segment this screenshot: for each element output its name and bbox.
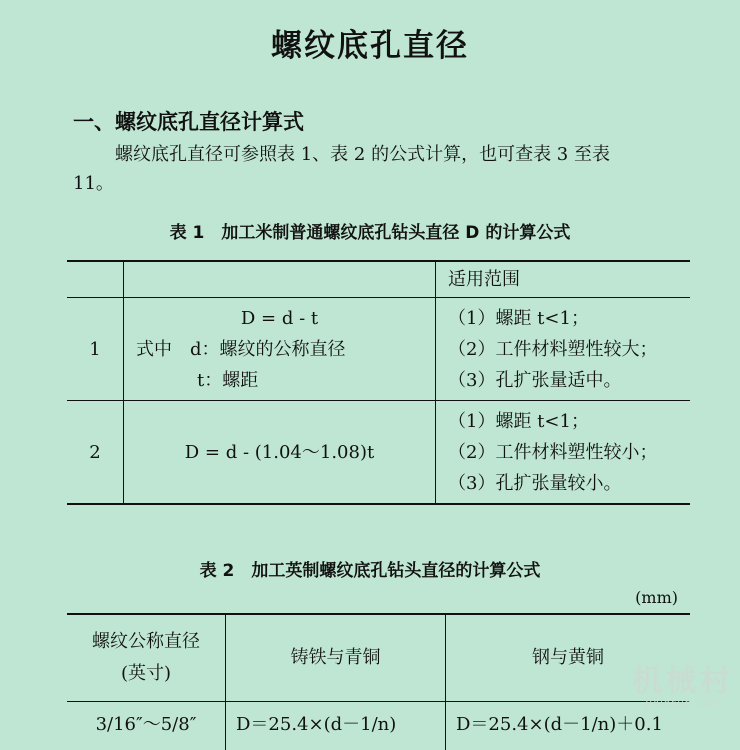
page-title: 螺纹底孔直径 <box>0 20 740 65</box>
cell-cast-iron: D＝25.4×(d－1/n) <box>226 702 446 750</box>
cell-steel: D＝25.4×(d－1/n)＋0.1 <box>446 702 691 750</box>
paragraph-line-2: 11。 <box>73 173 114 194</box>
header-line: (英寸) <box>121 663 171 684</box>
scope-cell <box>436 298 691 401</box>
table-row <box>67 298 690 401</box>
intro-paragraph <box>73 140 688 198</box>
table-header-row <box>67 261 690 298</box>
cell-diameter: 3/16″～5/8″ <box>67 702 226 750</box>
scope-item: （1）螺距 t<1； <box>448 406 690 437</box>
table-row <box>67 702 690 750</box>
header-cell-scope: 适用范围 <box>436 261 691 298</box>
formula-where-line: 式中 d：螺纹的公称直径 <box>124 334 435 365</box>
header-cell-cast-iron: 铸铁与青铜 <box>226 614 446 702</box>
watermark-text: 机械村 <box>632 666 734 698</box>
scope-item: （2）工件材料塑性较小； <box>448 437 690 468</box>
watermark-url: Jixiecun.com <box>632 698 734 709</box>
watermark-logo <box>632 666 734 709</box>
header-cell-no <box>67 261 124 298</box>
section-heading: 一、螺纹底孔直径计算式 <box>73 106 304 136</box>
scope-item: （2）工件材料塑性较大； <box>448 334 690 365</box>
table2-caption: 表 2 加工英制螺纹底孔钻头直径的计算公式 <box>0 556 740 581</box>
formula-text: D = d - t <box>124 303 435 334</box>
formula-cell <box>124 401 436 505</box>
scope-item: （3）孔扩张量较小。 <box>448 468 690 499</box>
formula-where-line: t：螺距 <box>124 365 435 396</box>
row-number: 1 <box>67 298 124 401</box>
table-header-row <box>67 614 690 702</box>
formula-text: D = d - (1.04～1.08)t <box>124 437 435 468</box>
scope-cell <box>436 401 691 505</box>
table2 <box>67 613 690 750</box>
row-number: 2 <box>67 401 124 505</box>
formula-cell <box>124 298 436 401</box>
table-row <box>67 401 690 505</box>
header-cell-steel: 钢与黄铜 <box>446 614 691 702</box>
header-cell-formula <box>124 261 436 298</box>
paragraph-line-1: 螺纹底孔直径可参照表 1、表 2 的公式计算，也可查表 3 至表 <box>115 144 610 165</box>
header-cell-diameter <box>67 614 226 702</box>
table1-caption: 表 1 加工米制普通螺纹底孔钻头直径 D 的计算公式 <box>0 218 740 243</box>
scope-item: （3）孔扩张量适中。 <box>448 365 690 396</box>
header-line: 螺纹公称直径 <box>92 631 200 652</box>
scope-item: （1）螺距 t<1； <box>448 303 690 334</box>
unit-label: (mm) <box>635 588 678 607</box>
table1 <box>67 260 690 505</box>
